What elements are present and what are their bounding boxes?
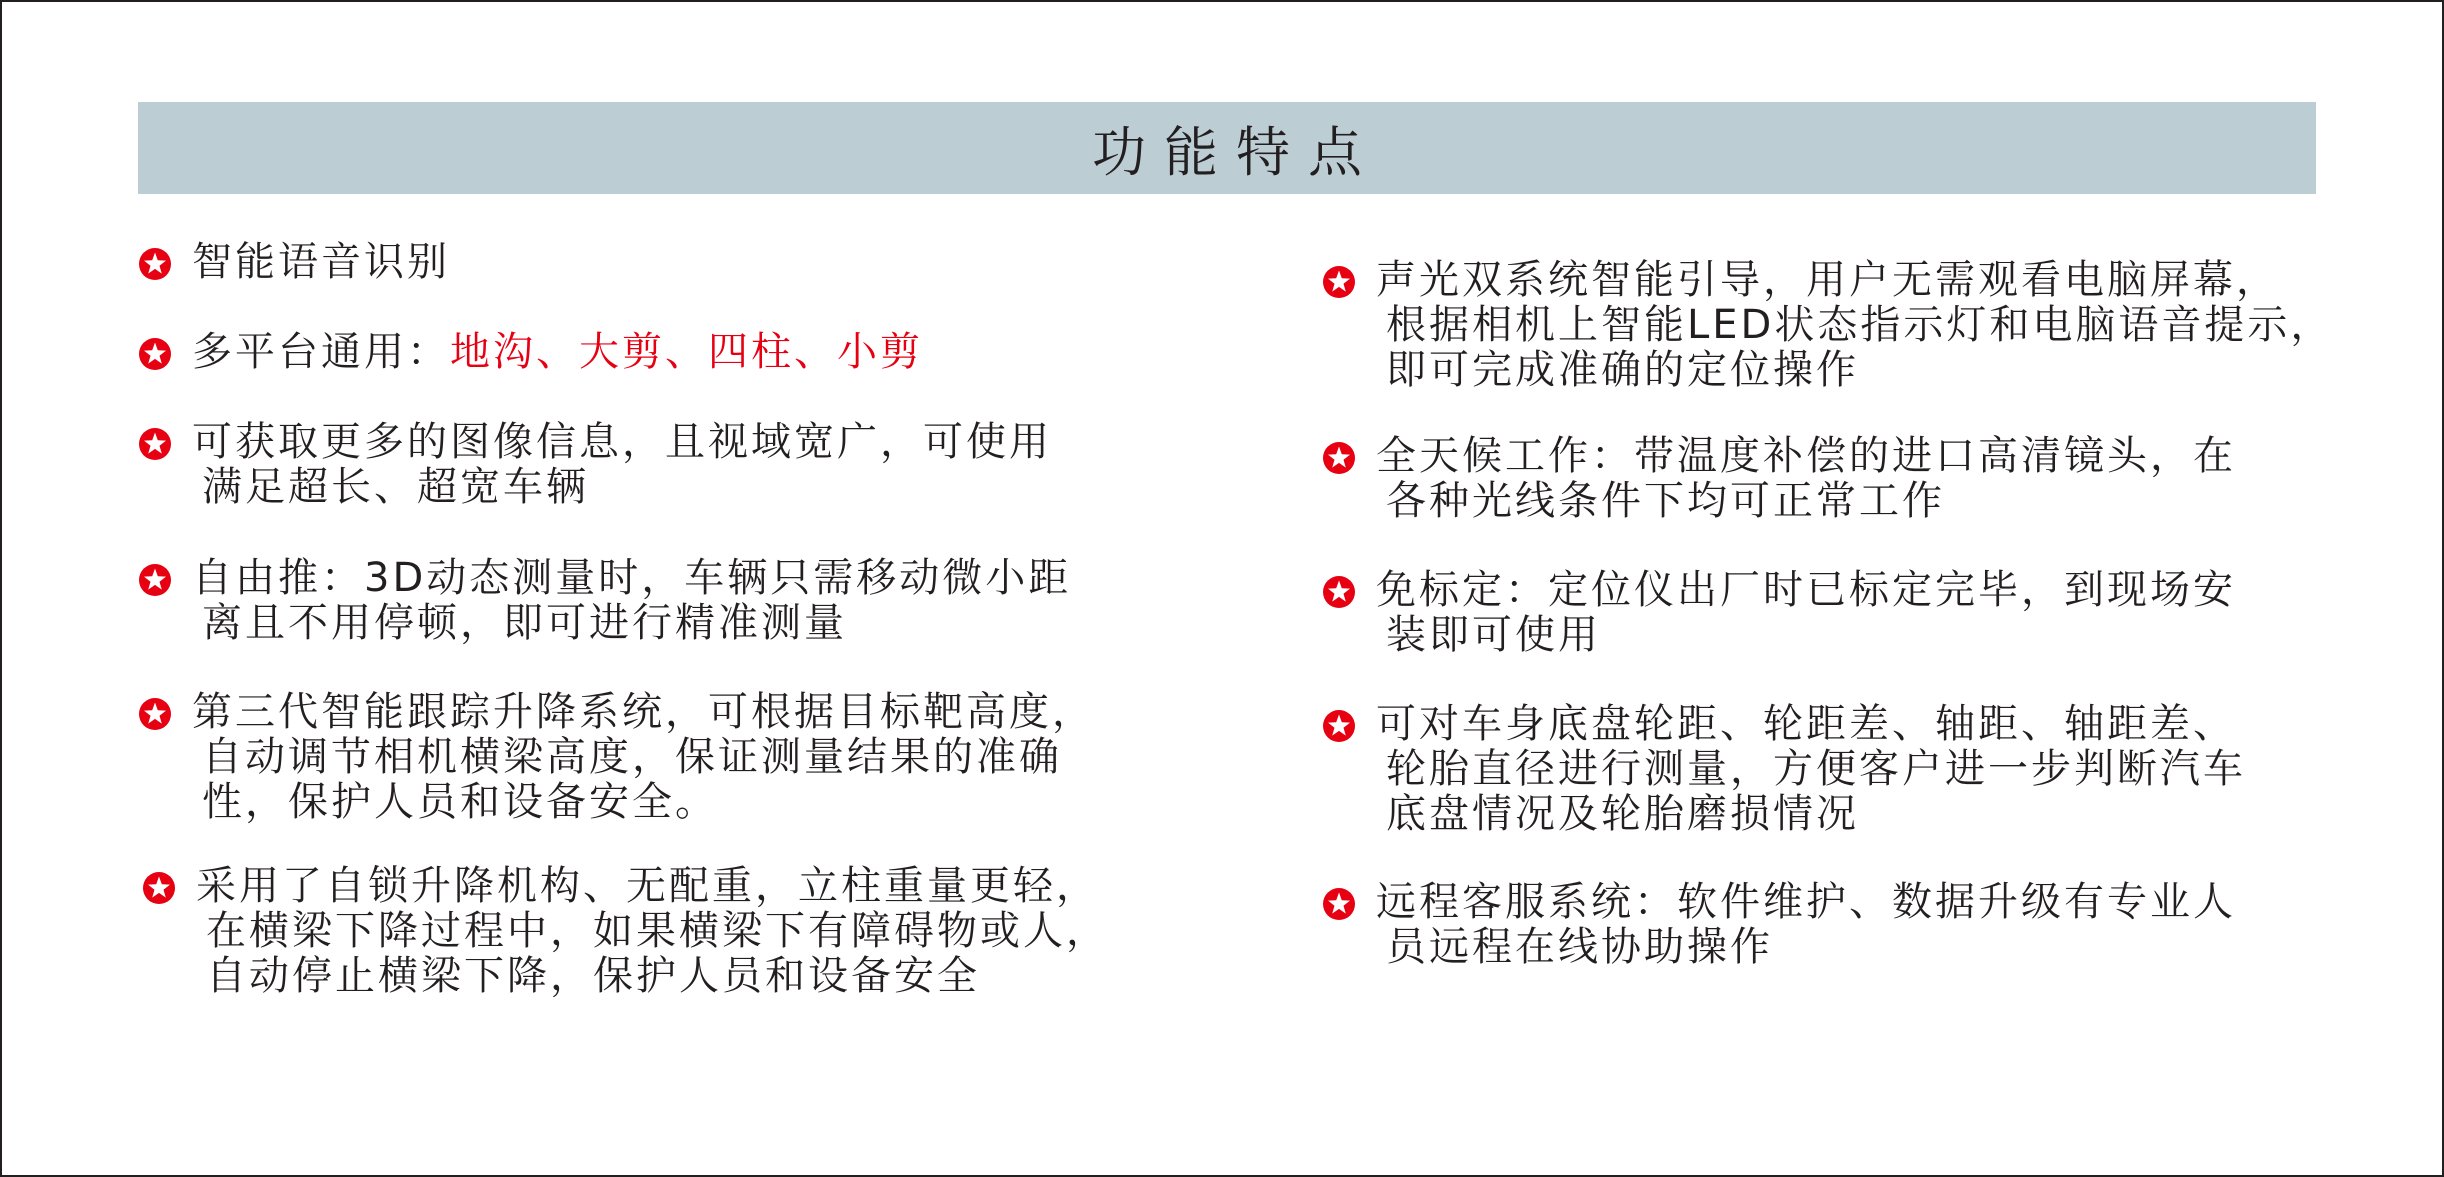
feature-line: 即可完成准确的定位操作 <box>1386 347 1859 393</box>
star-bullet-icon <box>1322 265 1356 299</box>
feature-line: 远程客服系统：软件维护、数据升级有专业人 <box>1376 879 2236 925</box>
feature-label: 多平台通用： <box>192 329 450 375</box>
feature-line: 根据相机上智能LED状态指示灯和电脑语音提示， <box>1386 302 2334 348</box>
feature-line: 第三代智能跟踪升降系统，可根据目标靶高度， <box>192 689 1095 735</box>
feature-line: 自由推：3D动态测量时，车辆只需移动微小距 <box>192 555 1072 601</box>
feature-line: 智能语音识别 <box>192 239 450 285</box>
star-bullet-icon <box>138 247 172 281</box>
feature-text <box>1376 568 2236 658</box>
feature-text <box>192 420 1052 510</box>
feature-line: 全天候工作：带温度补偿的进口高清镜头，在 <box>1376 433 2236 479</box>
feature-line: 性，保护人员和设备安全。 <box>202 779 718 825</box>
feature-line: 免标定：定位仪出厂时已标定完毕，到现场安 <box>1376 567 2236 613</box>
feature-item <box>1322 702 2246 837</box>
feature-line: 可获取更多的图像信息，且视域宽广，可使用 <box>192 419 1052 465</box>
feature-line: 在横梁下降过程中，如果横梁下有障碍物或人， <box>206 908 1109 954</box>
feature-line: 自动调节相机横梁高度，保证测量结果的准确 <box>202 734 1062 780</box>
star-bullet-icon <box>138 697 172 731</box>
feature-text <box>196 864 1109 999</box>
feature-item <box>138 420 1052 510</box>
feature-line: 满足超长、超宽车辆 <box>202 464 589 510</box>
feature-text <box>192 330 923 375</box>
feature-line: 底盘情况及轮胎磨损情况 <box>1386 791 1859 837</box>
title-banner <box>138 102 2316 194</box>
feature-text <box>1376 258 2333 393</box>
feature-item <box>138 240 450 285</box>
feature-text <box>1376 434 2236 524</box>
feature-text <box>1376 702 2246 837</box>
feature-line: 可对车身底盘轮距、轮距差、轴距、轴距差、 <box>1376 701 2236 747</box>
star-bullet-icon <box>142 871 176 905</box>
page-title: 功能特点 <box>1092 120 1380 184</box>
star-bullet-icon <box>138 563 172 597</box>
feature-text <box>1376 880 2236 970</box>
feature-item <box>138 690 1095 825</box>
platform-list: 地沟、大剪、四柱、小剪 <box>450 329 923 375</box>
feature-item <box>142 864 1109 999</box>
star-bullet-icon <box>1322 709 1356 743</box>
feature-line: 离且不用停顿，即可进行精准测量 <box>202 600 847 646</box>
feature-line: 各种光线条件下均可正常工作 <box>1386 478 1945 524</box>
feature-item <box>138 556 1071 646</box>
feature-item <box>1322 568 2236 658</box>
feature-line: 自动停止横梁下降，保护人员和设备安全 <box>206 953 980 999</box>
star-bullet-icon <box>1322 887 1356 921</box>
feature-text <box>192 690 1095 825</box>
feature-line: 员远程在线协助操作 <box>1386 924 1773 970</box>
feature-text <box>192 240 450 285</box>
feature-item <box>1322 434 2236 524</box>
star-bullet-icon <box>138 427 172 461</box>
star-bullet-icon <box>138 337 172 371</box>
feature-item <box>138 330 923 375</box>
star-bullet-icon <box>1322 575 1356 609</box>
feature-text <box>192 556 1071 646</box>
star-bullet-icon <box>1322 441 1356 475</box>
feature-line: 装即可使用 <box>1386 612 1601 658</box>
feature-line: 采用了自锁升降机构、无配重，立柱重量更轻， <box>196 863 1099 909</box>
feature-line: 声光双系统智能引导，用户无需观看电脑屏幕， <box>1376 257 2279 303</box>
feature-item <box>1322 258 2333 393</box>
feature-line: 轮胎直径进行测量，方便客户进一步判断汽车 <box>1386 746 2246 792</box>
feature-item <box>1322 880 2236 970</box>
